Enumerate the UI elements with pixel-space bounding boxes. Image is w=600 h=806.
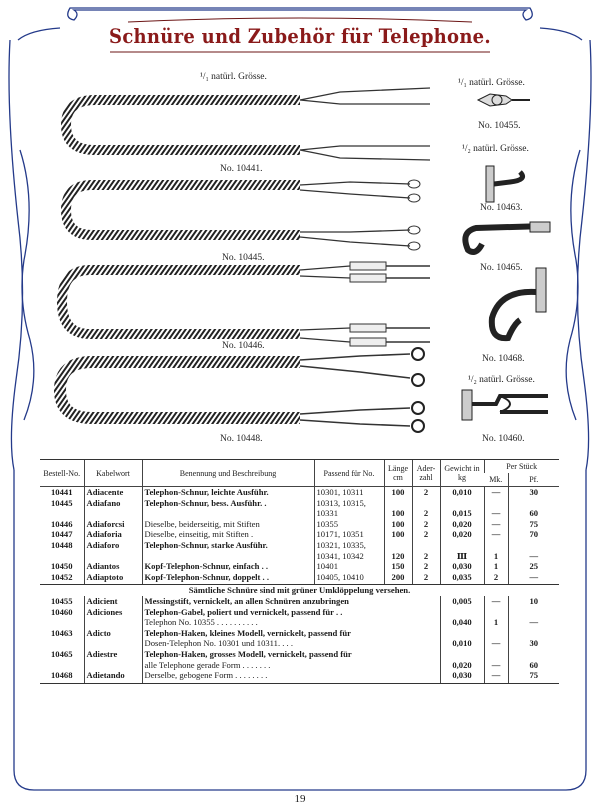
mark-cell: 1 [484,551,508,562]
order-no-cell: 10455 [51,595,73,606]
caption-10460: No. 10460. [482,434,525,444]
order-no-cell: 10452 [40,572,84,585]
fits-cell: 10301, 10311 [314,487,384,498]
order-no-cell: 10445 [51,497,73,508]
cord-rows [40,487,559,585]
pfennig-cell: 25 [508,561,559,572]
scale-label-left: ¹/₁ natürl. Grösse. [200,72,267,82]
weight-cell [440,607,484,618]
cable-word-cell: Adiaptoto [84,572,142,585]
weight-cell [440,498,484,509]
cord-10441-image [66,88,430,160]
pfennig-cell: — [508,572,559,585]
cable-word-cell: Adiaforo [84,540,142,551]
caption-10445: No. 10445. [222,253,265,263]
mark-cell [484,498,508,509]
caption-10465: No. 10465. [480,263,523,273]
description-cell: Dosen-Telephon No. 10301 und 10311. . . . [142,638,440,649]
caption-10468: No. 10468. [482,354,525,364]
order-no-cell [40,508,84,519]
description-cell: Telephon-Haken, kleines Modell, vernickelt, passend für [142,628,440,639]
description-cell: Derselbe, gebogene Form . . . . . . . . [142,670,440,683]
length-cell: 120 [384,551,412,562]
mark-cell: — [484,596,508,607]
fits-cell: 10341, 10342 [314,551,384,562]
cable-word-cell: Adicto [84,628,142,639]
length-cell: 100 [384,529,412,540]
cable-word-cell [84,617,142,628]
pfennig-cell: — [508,551,559,562]
pfennig-cell: 30 [508,487,559,498]
wires-cell [412,540,440,551]
cable-word-cell [84,660,142,671]
caption-10441: No. 10441. [220,164,263,174]
header-fits-no: Passend für No. [314,460,384,487]
weight-cell [440,628,484,639]
order-no-cell: 10463 [51,627,73,638]
pfennig-cell: 75 [508,519,559,530]
wires-cell: 2 [412,572,440,585]
order-no-cell [40,551,84,562]
wires-cell [412,498,440,509]
description-cell [142,551,314,562]
pfennig-cell [508,628,559,639]
fits-cell: 10313, 10315, [314,498,384,509]
pfennig-cell: 10 [508,596,559,607]
pfennig-cell [508,498,559,509]
pfennig-cell: 75 [508,670,559,683]
wires-cell: 2 [412,529,440,540]
table-row [40,519,559,530]
weight-cell [440,540,484,551]
pin-10455-image [478,94,530,106]
wires-cell: 2 [412,487,440,498]
pfennig-cell: 60 [508,508,559,519]
braiding-note: Sämtliche Schnüre sind mit grüner Umklöppelung versehen. [188,585,411,596]
table-row [40,596,559,607]
weight-cell: 0,020 [440,519,484,530]
caption-10455: No. 10455. [478,121,521,131]
mark-cell: — [484,487,508,498]
table-row [40,607,559,618]
cable-word-cell: Adietando [84,670,142,683]
length-cell: 100 [384,508,412,519]
fork-10460-image [462,390,548,420]
order-no-cell: 10441 [51,487,73,497]
weight-cell: 0,015 [440,508,484,519]
weight-cell: 0,005 [440,596,484,607]
description-cell: Kopf-Telephon-Schnur, doppelt . . [142,572,314,585]
table-row [40,572,559,585]
table-row [40,649,559,660]
fits-cell: 10331 [314,508,384,519]
description-cell: alle Telephone gerade Form . . . . . . . [142,660,440,671]
weight-cell: 0,035 [440,572,484,585]
fits-cell: 10405, 10410 [314,572,384,585]
table-row [40,487,559,498]
header-length: Länge cm [384,460,412,487]
cable-word-cell: Adiaforcsi [84,519,142,530]
mark-cell: 1 [484,617,508,628]
accessory-rows [40,596,559,683]
description-cell [142,508,314,519]
description-cell: Telephon-Haken, grosses Modell, vernickelt, passend für [142,649,440,660]
mark-cell [484,607,508,618]
pfennig-cell [508,649,559,660]
order-no-cell: 10468 [40,670,84,683]
cable-word-cell [84,551,142,562]
header-description: Benennung und Beschreibung [142,460,314,487]
pfennig-cell: 70 [508,529,559,540]
cord-10446-image [62,262,430,346]
page-title: Schnüre und Zubehör für Telephone. [109,24,491,48]
cable-word-cell: Adiciones [84,607,142,618]
order-no-cell: 10460 [51,606,73,617]
weight-cell: 0,010 [440,638,484,649]
fits-cell: 10401 [314,561,384,572]
cord-10445-image [66,180,420,250]
note-row [40,585,559,596]
pfennig-cell: 60 [508,660,559,671]
cable-word-cell [84,638,142,649]
description-cell: Kopf-Telephon-Schnur, einfach . . [142,561,314,572]
description-cell: Telephon-Schnur, starke Ausführ. [142,540,314,551]
pfennig-cell [508,607,559,618]
order-no-cell [40,617,84,628]
header-weight: Gewicht in kg [440,460,484,487]
cable-word-cell: Adiafano [84,498,142,509]
length-cell: 200 [384,572,412,585]
fits-cell: 10355 [314,519,384,530]
fits-cell: 10171, 10351 [314,529,384,540]
table-row [40,628,559,639]
header-wires: Ader-zahl [412,460,440,487]
page-number: 19 [294,793,306,805]
mark-cell: 2 [484,572,508,585]
cord-10448-image [60,348,424,432]
order-no-cell: 10446 [51,518,73,529]
length-cell [384,498,412,509]
weight-cell: Ⅲ [440,551,484,562]
mark-cell: — [484,670,508,683]
table-row [40,551,559,562]
mark-cell [484,649,508,660]
wires-cell: 2 [412,551,440,562]
mark-cell: — [484,508,508,519]
weight-cell: 0,010 [440,487,484,498]
pfennig-cell [508,540,559,551]
weight-cell [440,649,484,660]
table-row [40,498,559,509]
table-row [40,508,559,519]
mark-cell: — [484,638,508,649]
table-row [40,561,559,572]
mark-cell [484,540,508,551]
weight-cell: 0,030 [440,561,484,572]
fits-cell: 10321, 10335, [314,540,384,551]
caption-10448: No. 10448. [220,434,263,444]
pfennig-cell: 30 [508,638,559,649]
wires-cell: 2 [412,561,440,572]
table-row [40,660,559,671]
scale-label-right-bottom: ¹/₂ natürl. Grösse. [468,375,535,385]
description-cell: Messingstift, vernickelt, an allen Schnüren anzubringen [142,596,440,607]
table-row [40,529,559,540]
header-price-per-piece: Per Stück [484,460,559,474]
description-cell: Telephon-Schnur, bess. Ausführ. . [142,498,314,509]
cable-word-cell [84,508,142,519]
header-cable-word: Kabelwort [84,460,142,487]
cable-word-cell: Adiantos [84,561,142,572]
table-row [40,638,559,649]
order-no-cell: 10448 [51,539,73,550]
mark-cell [484,628,508,639]
cable-word-cell: Adiestre [84,649,142,660]
description-cell: Telephon-Schnur, leichte Ausführ. [142,487,314,498]
scale-label-right-top: ¹/₁ natürl. Grösse. [458,78,525,88]
pfennig-cell: — [508,617,559,628]
order-no-cell [40,638,84,649]
weight-cell: 0,020 [440,660,484,671]
length-cell: 100 [384,519,412,530]
length-cell [384,540,412,551]
wires-cell: 2 [412,508,440,519]
table-row [40,670,559,683]
order-no-cell: 10450 [51,561,73,572]
mark-cell: — [484,660,508,671]
mark-cell: — [484,519,508,530]
mark-cell: 1 [484,561,508,572]
description-cell: Telephon-Gabel, poliert und vernickelt, passend für . . [142,607,440,618]
wires-cell: 2 [412,519,440,530]
cable-word-cell: Adicient [84,596,142,607]
weight-cell: 0,040 [440,617,484,628]
order-no-cell: 10465 [51,648,73,659]
table-row [40,617,559,628]
weight-cell: 0,030 [440,670,484,683]
hook-10468-image [492,268,546,338]
table-header-row [40,460,559,474]
description-cell: Dieselbe, beiderseitig, mit Stiften [142,519,314,530]
hook-10465-image [465,222,550,252]
weight-cell: 0,020 [440,529,484,540]
description-cell: Telephon No. 10355 . . . . . . . . . . [142,617,440,628]
length-cell: 150 [384,561,412,572]
cable-word-cell: Adiaforia [84,529,142,540]
header-mark: Mk. [484,473,508,487]
table-row [40,540,559,551]
mark-cell: — [484,529,508,540]
header-pfennig: Pf. [508,473,559,487]
description-cell: Dieselbe, einseitig, mit Stiften . [142,529,314,540]
hook-10463-image [486,166,522,202]
price-table [40,459,559,684]
order-no-cell [40,660,84,671]
caption-10446: No. 10446. [222,341,265,351]
scale-label-right-mid: ¹/₂ natürl. Grösse. [462,144,529,154]
order-no-cell: 10447 [51,529,73,540]
length-cell: 100 [384,487,412,498]
header-order-no: Bestell-No. [40,460,84,487]
cable-word-cell: Adiacente [84,487,142,498]
caption-10463: No. 10463. [480,203,523,213]
